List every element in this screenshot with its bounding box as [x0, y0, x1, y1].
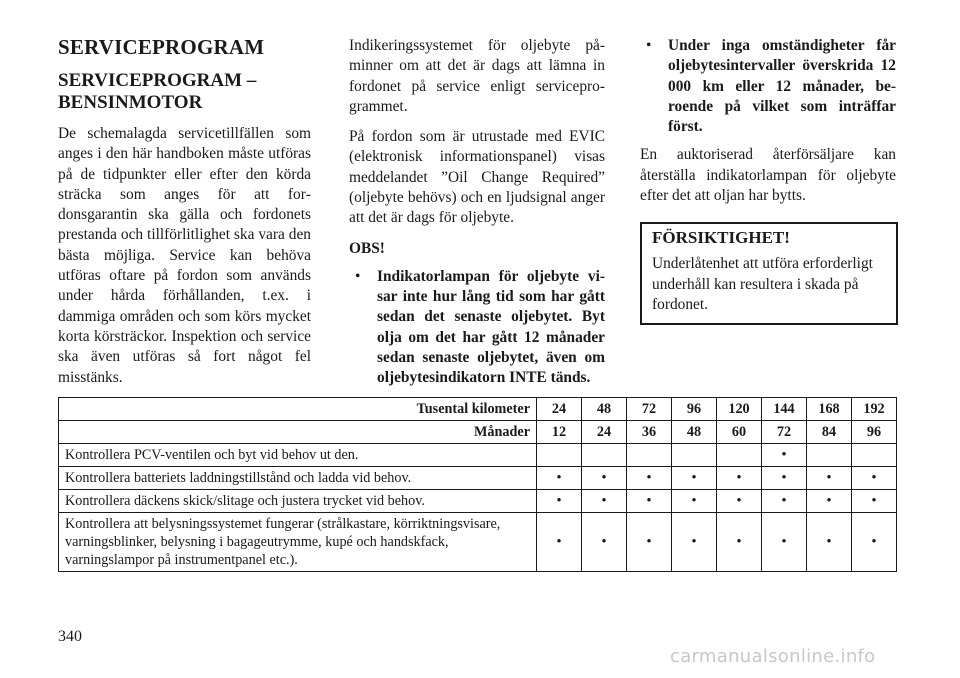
- schedule-mark: [627, 444, 672, 467]
- schedule-mark: •: [717, 513, 762, 572]
- months-value: 96: [852, 421, 897, 444]
- caution-body: Underlåtenhet att utföra erforderligt underhåll kan resultera i skada på fordonet.: [652, 255, 873, 313]
- schedule-mark: [852, 444, 897, 467]
- reset-paragraph: En auktoriserad återförsäljare kan återställa indikatorlampan för oljebyte efter det att oljan har bytts.: [640, 146, 896, 205]
- km-value: 144: [762, 398, 807, 421]
- table-header-km-row: [59, 398, 897, 421]
- schedule-mark: •: [717, 467, 762, 490]
- table-row: [59, 444, 897, 467]
- caution-title: FÖRSIKTIGHET!: [652, 228, 790, 248]
- section-heading: SERVICEPROGRAM – BENSINMOTOR: [58, 70, 257, 113]
- task-cell: Kontrollera att belysningssystemet fungerar (strålkastare, körriktningsvisare, varningsblinker, belysning i bagageutrymme, kupé och handskfack, varningslampor på instrumentpanel etc.).: [59, 513, 537, 572]
- schedule-mark: •: [582, 467, 627, 490]
- oil-indicator-paragraph: Indikeringssystemet för oljebyte påminner om att det är dags att lämna in fordonet på service enligt serviceprogrammet.: [349, 37, 605, 115]
- km-value: 120: [717, 398, 762, 421]
- page-number: 340: [58, 628, 82, 645]
- note-label: OBS!: [349, 239, 385, 257]
- schedule-mark: •: [807, 467, 852, 490]
- schedule-mark: [582, 444, 627, 467]
- km-value: 192: [852, 398, 897, 421]
- schedule-mark: [807, 444, 852, 467]
- schedule-mark: •: [672, 490, 717, 513]
- schedule-mark: •: [852, 467, 897, 490]
- table-header-months-row: [59, 421, 897, 444]
- schedule-mark: •: [807, 490, 852, 513]
- table-row: [59, 513, 897, 572]
- months-value: 84: [807, 421, 852, 444]
- right-column: [640, 36, 896, 325]
- task-cell: Kontrollera däckens skick/slitage och justera trycket vid behov.: [59, 490, 537, 513]
- watermark: carmanualsonline.info: [670, 646, 876, 667]
- schedule-mark: [672, 444, 717, 467]
- evic-paragraph: På fordon som är utrustade med EVIC (elektronisk informationspanel) visas meddelandet ”Oil Change Required” (oljebyte behövs) och en ljudsignal anger att det är dags för oljebyte.: [349, 128, 605, 227]
- schedule-mark: •: [582, 490, 627, 513]
- intro-paragraph: De schemalagda servicetillfällen som anges i den här handboken måste utföras på de tidpunkter eller efter den körda sträcka som anges för att fordonsgarantin ska gälla och fordonets prestanda och tillförlitlighet ska vara den bästa möjliga. Service kan behöva utföras oftare på fordon som används under hårda förhållanden, t.ex. i dammiga områden och som körs mycket korta körsträckor. Inspektion och service ska även utföras så fort något fel misstänks.: [58, 125, 311, 386]
- task-cell: Kontrollera PCV-ventilen och byt vid behov ut den.: [59, 444, 537, 467]
- months-value: 12: [537, 421, 582, 444]
- km-value: 24: [537, 398, 582, 421]
- interval-bullet: [640, 36, 896, 137]
- bullet-icon: •: [646, 37, 652, 54]
- schedule-mark: •: [537, 513, 582, 572]
- km-value: 168: [807, 398, 852, 421]
- schedule-mark: [717, 444, 762, 467]
- interval-bullet-text: Under inga omständigheter får oljebytesintervaller överskrida 12 000 km eller 12 månader, beroende på vilket som inträffar först.: [668, 37, 896, 136]
- schedule-mark: •: [537, 467, 582, 490]
- schedule-mark: •: [627, 513, 672, 572]
- task-cell: Kontrollera batteriets laddningstillstånd och ladda vid behov.: [59, 467, 537, 490]
- table-row: [59, 490, 897, 513]
- months-value: 48: [672, 421, 717, 444]
- months-header-label: Månader: [59, 421, 537, 444]
- km-value: 96: [672, 398, 717, 421]
- schedule-mark: •: [717, 490, 762, 513]
- note-bullet: [349, 267, 605, 389]
- months-value: 72: [762, 421, 807, 444]
- schedule-mark: •: [537, 490, 582, 513]
- schedule-mark: •: [852, 513, 897, 572]
- schedule-mark: •: [627, 490, 672, 513]
- schedule-mark: •: [762, 513, 807, 572]
- schedule-mark: •: [807, 513, 852, 572]
- months-value: 24: [582, 421, 627, 444]
- schedule-mark: •: [762, 467, 807, 490]
- table-row: [59, 467, 897, 490]
- page-heading: SERVICEPROGRAM: [58, 35, 265, 59]
- schedule-mark: [537, 444, 582, 467]
- km-header-label: Tusental kilometer: [59, 398, 537, 421]
- schedule-mark: •: [672, 513, 717, 572]
- middle-column: [349, 36, 605, 396]
- bullet-icon: •: [355, 267, 361, 285]
- note-bullet-text: Indikatorlampan för oljebyte visar inte hur lång tid som har gått sedan det senaste oljebytet. Byt olja om det har gått 12 månader sedan senaste oljebytet, även om oljebytesindikatorn INTE tänds.: [377, 267, 605, 387]
- km-value: 72: [627, 398, 672, 421]
- left-column: [58, 36, 311, 398]
- km-value: 48: [582, 398, 627, 421]
- months-value: 60: [717, 421, 762, 444]
- schedule-mark: •: [627, 467, 672, 490]
- schedule-mark: •: [762, 490, 807, 513]
- schedule-mark: •: [582, 513, 627, 572]
- caution-box: [640, 222, 898, 325]
- schedule-mark: •: [762, 444, 807, 467]
- maintenance-schedule-table: [58, 397, 897, 572]
- months-value: 36: [627, 421, 672, 444]
- schedule-mark: •: [852, 490, 897, 513]
- schedule-mark: •: [672, 467, 717, 490]
